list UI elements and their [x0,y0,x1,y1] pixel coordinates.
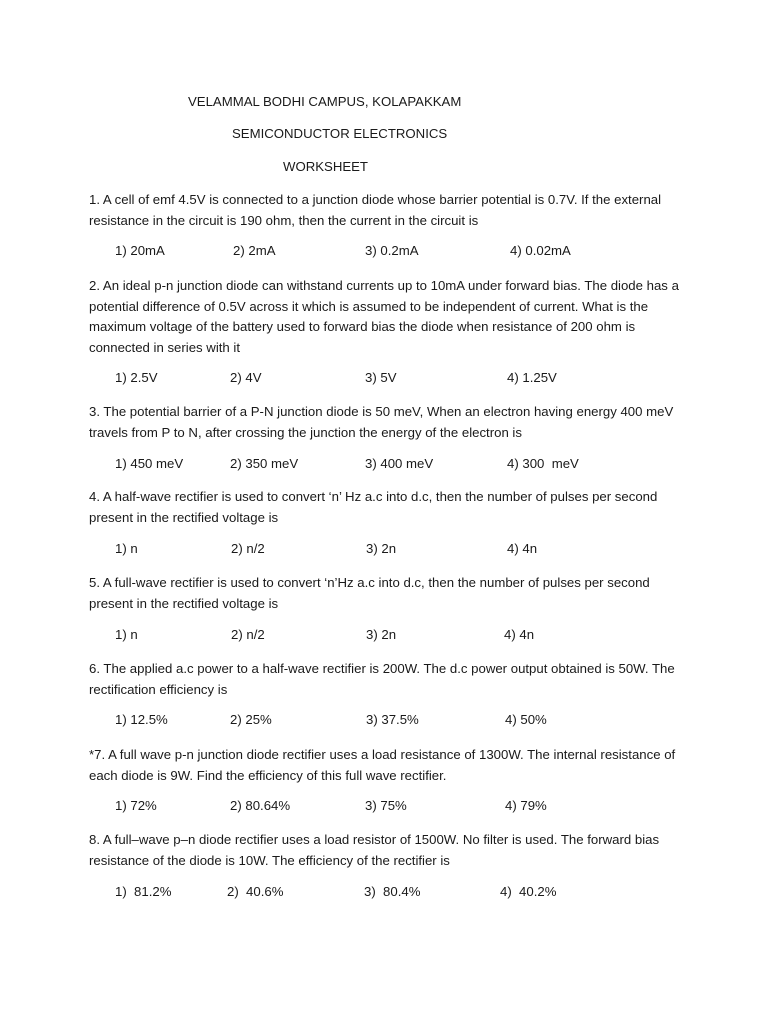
option-3: 3) 400 meV [365,456,434,471]
options-row-5 [0,627,768,647]
option-4: 4) 79% [505,798,547,813]
question-2: 2. An ideal p-n junction diode can withstand currents up to 10mA under forward bias. The diode has a potential difference of 0.5V across it which is assumed to be independent of current. What is the maximum voltage of the battery used to forward bias the diode when resistance of 200 ohm is connected in series with it [89,278,679,355]
question-8: 8. A full–wave p–n diode rectifier uses a load resistor of 1500W. No filter is used. The forward bias resistance of the diode is 10W. The efficiency of the rectifier is [89,832,660,868]
question-1: 1. A cell of emf 4.5V is connected to a junction diode whose barrier potential is 0.7V. If the external resistance in the circuit is 190 ohm, then the current in the circuit is [89,192,662,228]
options-row-2 [0,370,768,390]
option-2: 2) 40.6% [227,884,284,899]
option-4: 4) 0.02mA [510,243,571,258]
option-1: 1) 2.5V [115,370,158,385]
option-3: 3) 80.4% [364,884,421,899]
option-1: 1) 81.2% [115,884,172,899]
school-name: VELAMMAL BODHI CAMPUS, KOLAPAKKAM [188,94,462,109]
option-3: 3) 2n [366,541,397,556]
option-3: 3) 37.5% [366,712,419,727]
question-6: 6. The applied a.c power to a half-wave rectifier is 200W. The d.c power output obtained is 50W. The rectification efficiency is [89,661,675,697]
option-4: 4) 4n [507,541,538,556]
worksheet-title: WORKSHEET [283,159,368,174]
options-row-1 [0,243,768,263]
option-3: 3) 0.2mA [365,243,419,258]
option-4: 4) 40.2% [500,884,557,899]
option-2: 2) 350 meV [230,456,299,471]
option-4: 4) 50% [505,712,547,727]
option-2: 2) 4V [230,370,262,385]
option-4: 4) 1.25V [507,370,557,385]
option-2: 2) 25% [230,712,272,727]
option-1: 1) 12.5% [115,712,168,727]
option-3: 3) 2n [366,627,397,642]
question-4: 4. A half-wave rectifier is used to convert ‘n’ Hz a.c into d.c, then the number of pulses per second present in the rectified voltage is [89,489,658,525]
option-3: 3) 5V [365,370,397,385]
option-2: 2) n/2 [231,627,265,642]
options-row-7 [0,798,768,818]
options-row-6 [0,712,768,732]
option-2: 2) 80.64% [230,798,291,813]
option-1: 1) n [115,627,138,642]
question-7: *7. A full wave p-n junction diode rectifier uses a load resistance of 1300W. The internal resistance of each diode is 9W. Find the efficiency of this full wave rectifier. [89,747,676,783]
option-4: 4) 4n [504,627,535,642]
question-5: 5. A full-wave rectifier is used to convert ‘n’Hz a.c into d.c, then the number of pulses per second present in the rectified voltage is [89,575,650,611]
option-1: 1) 450 meV [115,456,184,471]
option-3: 3) 75% [365,798,407,813]
subject-title: SEMICONDUCTOR ELECTRONICS [232,126,448,141]
option-2: 2) 2mA [233,243,276,258]
option-1: 1) n [115,541,138,556]
option-2: 2) n/2 [231,541,265,556]
question-3: 3. The potential barrier of a P-N junction diode is 50 meV, When an electron having energy 400 meV travels from P to N, after crossing the junction the energy of the electron is [89,404,674,440]
option-1: 1) 72% [115,798,157,813]
option-4: 4) 300 meV [507,456,579,471]
options-row-4 [0,541,768,561]
options-row-8 [0,884,768,904]
options-row-3 [0,456,768,476]
option-1: 1) 20mA [115,243,165,258]
